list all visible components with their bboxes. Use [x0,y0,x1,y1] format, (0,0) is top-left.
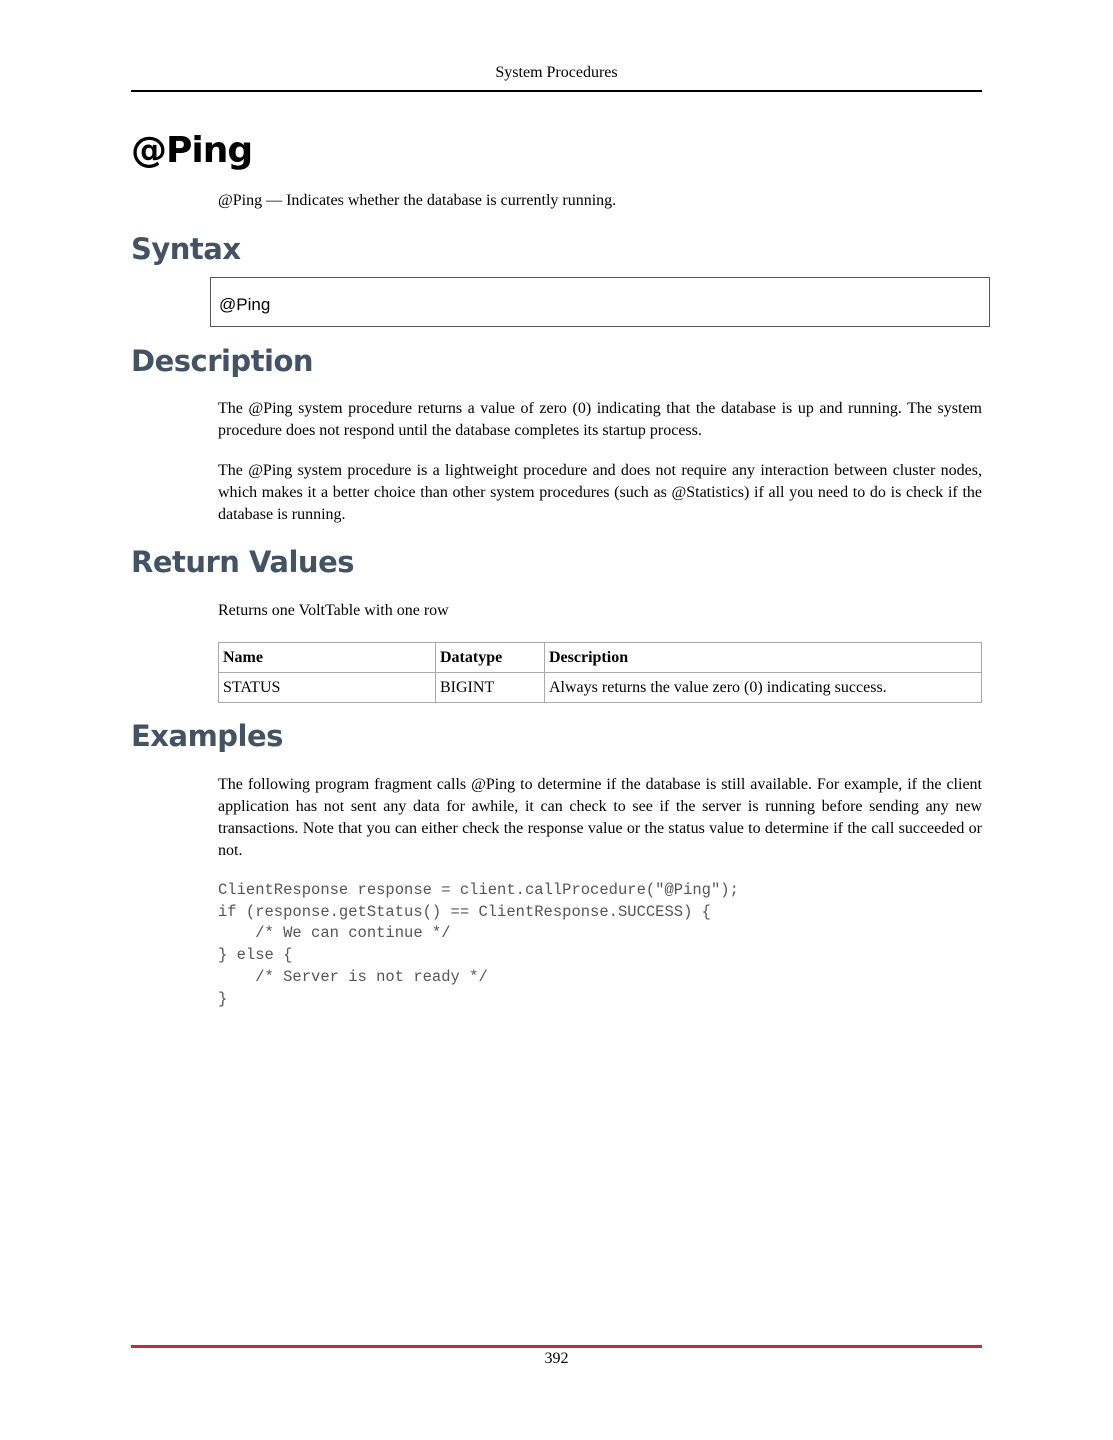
syntax-box [210,277,990,327]
syntax-code: @Ping [219,295,271,314]
page-title: @Ping [131,130,253,171]
table-cell: Always returns the value zero (0) indicating success. [545,673,982,703]
column-header: Name [219,643,436,673]
table-row [219,673,982,703]
description-paragraph: The @Ping system procedure is a lightweight procedure and does not require any interaction between cluster nodes, which makes it a better choice than other system procedures (such as @Statistics) if all you need to do is check if the database is running. [218,462,982,523]
footer-rule [131,1345,982,1348]
column-header: Datatype [436,643,545,673]
description-paragraph: The @Ping system procedure returns a value of zero (0) indicating that the database is up and running. The system procedure does not respond until the database completes its startup process. [218,400,982,439]
table-cell: BIGINT [436,673,545,703]
return-values-intro: Returns one VoltTable with one row [218,602,449,619]
example-code: ClientResponse response = client.callProcedure("@Ping"); if (response.getStatus() == ClientResponse.SUCCESS) { /* We can continue */ } else { /* Server is not ready */ } [218,881,739,1008]
column-header: Description [545,643,982,673]
table-header-row [219,643,982,673]
running-header: System Procedures [495,64,618,81]
description-heading: Description [131,344,314,378]
header-rule [131,90,982,92]
table-cell: STATUS [219,673,436,703]
return-values-table [218,642,982,703]
examples-heading: Examples [131,719,283,753]
examples-intro: The following program fragment calls @Ping to determine if the database is still available. For example, if the client application has not sent any data for awhile, it can check to see if the server is running before sending any new transactions. Note that you can either check the response value or the status value to determine if the call succeeded or not. [218,776,982,859]
syntax-heading: Syntax [131,232,241,266]
page-number: 392 [544,1350,569,1367]
purpose-line: @Ping — Indicates whether the database is currently running. [218,192,617,209]
return-values-heading: Return Values [131,545,354,579]
